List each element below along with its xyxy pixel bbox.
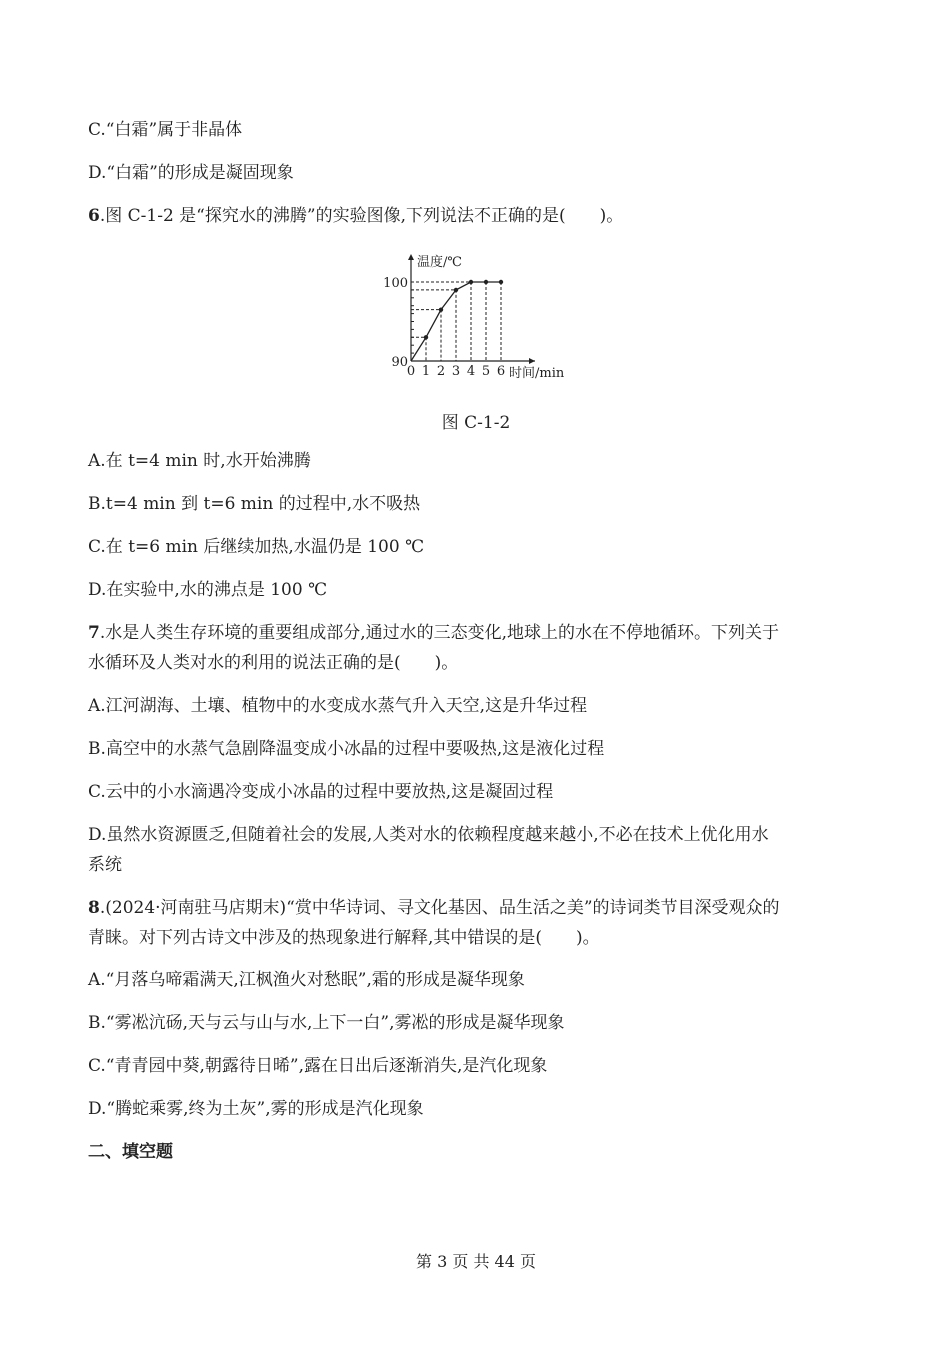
- q7-stem-line1: .水是人类生存环境的重要组成部分,通过水的三态变化,地球上的水在不停地循环。下列关于: [99, 623, 780, 643]
- y-tick-label: 90: [391, 355, 408, 370]
- q8-stem-line2: 青睐。对下列古诗文中涉及的热现象进行解释,其中错误的是( )。: [88, 928, 600, 948]
- q5-option-d: D.“白霜”的形成是凝固现象: [88, 163, 294, 183]
- q6-stem: [88, 206, 623, 226]
- q6-stem-text: .图 C-1-2 是“探究水的沸腾”的实验图像,下列说法不正确的是( )。: [99, 206, 624, 226]
- q7-stem-line2: 水循环及人类对水的利用的说法正确的是( )。: [88, 653, 459, 673]
- q5-option-c: C.“白霜”属于非晶体: [88, 120, 243, 140]
- x-tick-label: 2: [436, 364, 446, 379]
- boiling-chart: [380, 250, 580, 385]
- x-axis-arrow: [529, 358, 535, 364]
- q7-option-a: A.江河湖海、土壤、植物中的水变成水蒸气升入天空,这是升华过程: [88, 696, 588, 716]
- q7-stem: [88, 623, 779, 643]
- x-tick-label: 0: [406, 364, 416, 379]
- q8-number: 8: [88, 898, 100, 918]
- q7-option-b: B.高空中的水蒸气急剧降温变成小冰晶的过程中要吸热,这是液化过程: [88, 739, 605, 759]
- q7-option-d-line2: 系统: [88, 855, 122, 875]
- section-heading: 二、填空题: [88, 1142, 173, 1162]
- q8-option-d: D.“腾蛇乘雾,终为土灰”,雾的形成是汽化现象: [88, 1099, 424, 1119]
- figure-caption: 图 C-1-2: [441, 413, 511, 433]
- q6-number: 6: [88, 206, 100, 226]
- x-tick-label: 5: [481, 364, 491, 379]
- q8-stem: [88, 898, 780, 918]
- x-tick-label: 3: [451, 364, 461, 379]
- q6-option-c: C.在 t=6 min 后继续加热,水温仍是 100 ℃: [88, 537, 425, 557]
- page-footer: 第 3 页 共 44 页: [416, 1252, 536, 1271]
- x-tick-label: 1: [421, 364, 431, 379]
- x-tick-label: 6: [496, 364, 506, 379]
- q6-option-d: D.在实验中,水的沸点是 100 ℃: [88, 580, 328, 600]
- y-axis-label: 温度/℃: [417, 255, 462, 270]
- q7-option-c: C.云中的小水滴遇冷变成小冰晶的过程中要放热,这是凝固过程: [88, 782, 554, 802]
- x-tick-label: 4: [466, 364, 476, 379]
- q8-option-c: C.“青青园中葵,朝露待日晞”,露在日出后逐渐消失,是汽化现象: [88, 1056, 548, 1076]
- q6-option-b: B.t=4 min 到 t=6 min 的过程中,水不吸热: [88, 494, 421, 514]
- q8-option-a: A.“月落乌啼霜满天,江枫渔火对愁眠”,霜的形成是凝华现象: [88, 970, 525, 990]
- q6-option-a: A.在 t=4 min 时,水开始沸腾: [88, 451, 311, 471]
- q7-number: 7: [88, 623, 100, 643]
- q8-option-b: B.“雾凇沆砀,天与云与山与水,上下一白”,雾凇的形成是凝华现象: [88, 1013, 565, 1033]
- q8-stem-line1: .(2024·河南驻马店期末)“赏中华诗词、寻文化基因、品生活之美”的诗词类节目深受观众的: [99, 898, 780, 918]
- q7-option-d: D.虽然水资源匮乏,但随着社会的发展,人类对水的依赖程度越来越小,不必在技术上优化用水: [88, 825, 769, 845]
- x-axis-label: 时间/min: [509, 366, 565, 381]
- y-tick-label: 100: [383, 276, 408, 291]
- y-axis-arrow: [408, 254, 414, 260]
